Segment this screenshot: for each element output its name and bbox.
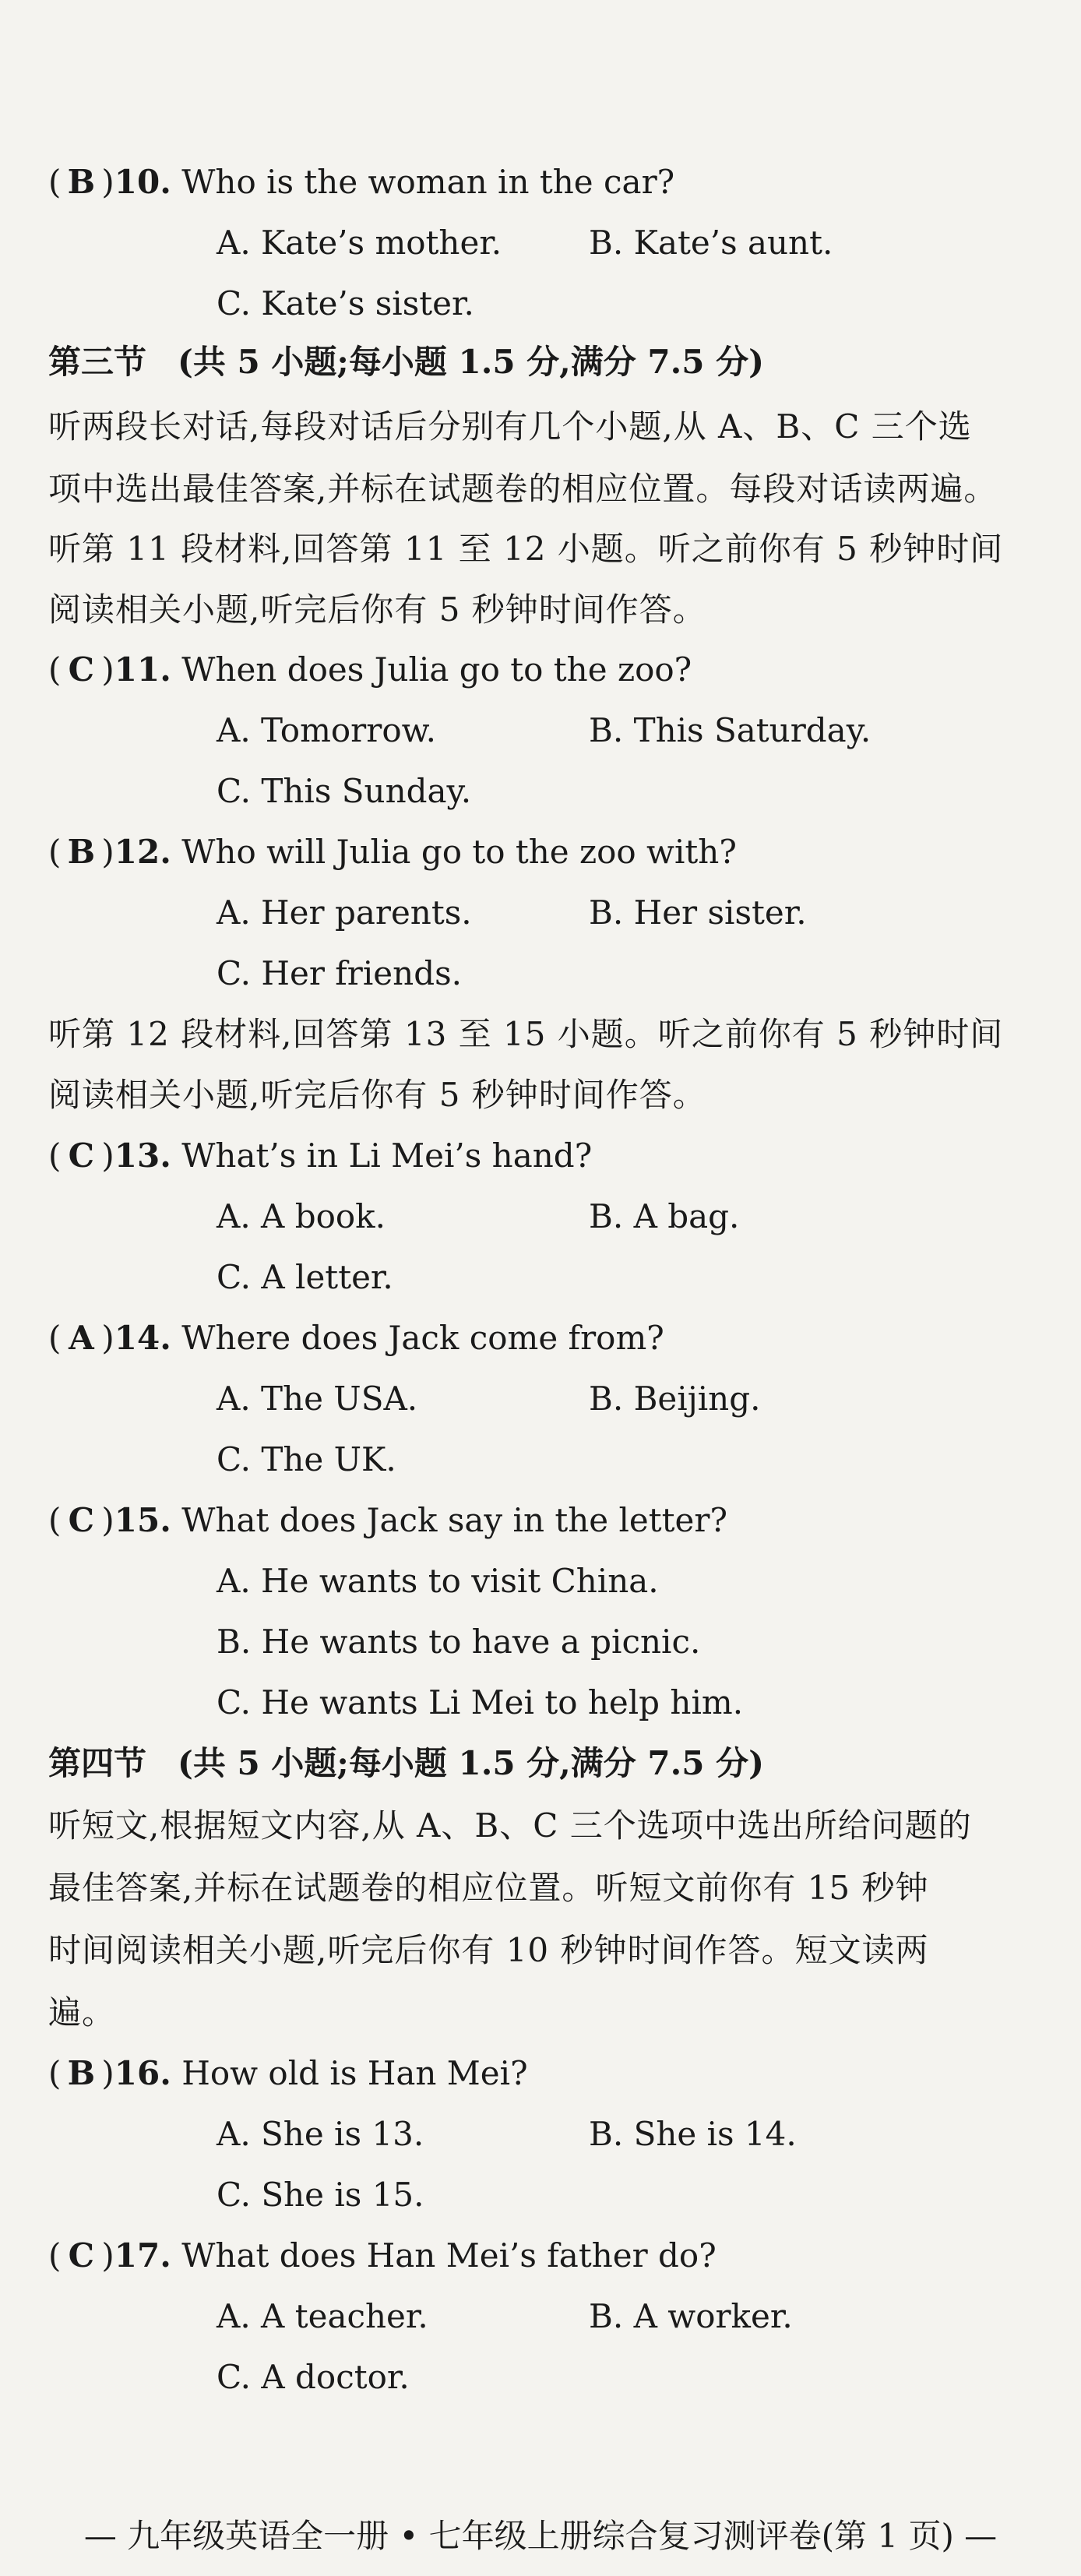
question-text: When does Julia go to the zoo? [181, 650, 692, 689]
option-a: A. He wants to visit China. [217, 1562, 659, 1600]
question-text: What does Han Mei’s father do? [181, 2236, 717, 2275]
option-a: A. She is 13. [217, 2115, 424, 2153]
option-b: B. She is 14. [589, 2115, 797, 2153]
option-b: B. Beijing. [589, 1380, 761, 1418]
option-b: B. He wants to have a picnic. [217, 1623, 701, 1661]
page-footer: — 九年级英语全一册 • 七年级上册综合复习测评卷(第 1 页) — [83, 2517, 998, 2555]
question-text: Who will Julia go to the zoo with? [181, 833, 737, 871]
question-15: ( C )15. What does Jack say in the letter? [48, 1499, 727, 1542]
answer-mark: C [68, 1501, 95, 1539]
question-number: 11. [114, 650, 171, 689]
question-number: 13. [114, 1136, 171, 1175]
material-1-instruction: 阅读相关小题,听完后你有 5 秒钟时间作答。 [48, 590, 706, 629]
answer-mark: C [68, 2236, 95, 2275]
option-c: C. He wants Li Mei to help him. [217, 1683, 744, 1721]
answer-mark: C [68, 650, 95, 689]
section-score: (共 5 小题;每小题 1.5 分,满分 7.5 分) [178, 343, 764, 381]
question-text: How old is Han Mei? [181, 2054, 528, 2092]
answer-mark: A [69, 1319, 94, 1357]
option-c: C. This Sunday. [217, 772, 472, 810]
question-14: ( A )14. Where does Jack come from? [48, 1316, 664, 1360]
question-number: 10. [114, 163, 171, 201]
section-4-intro-line: 时间阅读相关小题,听完后你有 10 秒钟时间作答。短文读两 [48, 1931, 929, 1969]
question-17: ( C )17. What does Han Mei’s father do? [48, 2234, 717, 2278]
option-b: B. Kate’s aunt. [589, 224, 833, 262]
question-10: ( B )10. Who is the woman in the car? [48, 160, 674, 204]
option-a: A. Her parents. [217, 893, 472, 932]
question-text: What’s in Li Mei’s hand? [181, 1136, 593, 1175]
section-4-intro-line: 听短文,根据短文内容,从 A、B、C 三个选项中选出所给问题的 [48, 1806, 972, 1845]
question-12: ( B )12. Who will Julia go to the zoo with? [48, 830, 737, 874]
question-number: 17. [114, 2236, 171, 2275]
section-4-intro-line: 最佳答案,并标在试题卷的相应位置。听短文前你有 15 秒钟 [48, 1869, 929, 1907]
option-a: A. Tomorrow. [217, 711, 436, 749]
answer-mark: B [67, 833, 96, 871]
option-a: A. The USA. [217, 1380, 418, 1418]
section-3-heading [48, 340, 764, 384]
question-16: ( B )16. How old is Han Mei? [48, 2052, 528, 2095]
option-c: C. Her friends. [217, 954, 462, 992]
section-score: (共 5 小题;每小题 1.5 分,满分 7.5 分) [178, 1744, 764, 1782]
option-a: A. Kate’s mother. [217, 224, 502, 262]
option-c: C. The UK. [217, 1440, 396, 1478]
material-2-instruction: 阅读相关小题,听完后你有 5 秒钟时间作答。 [48, 1076, 706, 1114]
option-a: A. A book. [217, 1197, 386, 1235]
question-13: ( C )13. What’s in Li Mei’s hand? [48, 1134, 592, 1178]
question-text: Who is the woman in the car? [181, 163, 675, 201]
option-c: C. A letter. [217, 1258, 393, 1296]
material-1-instruction: 听第 11 段材料,回答第 11 至 12 小题。听之前你有 5 秒钟时间 [48, 530, 1004, 568]
option-c: C. A doctor. [217, 2358, 410, 2396]
section-title: 第四节 [48, 1744, 147, 1782]
answer-mark: B [67, 2054, 96, 2092]
option-c: C. She is 15. [217, 2176, 424, 2214]
section-4-intro-line: 遍。 [48, 1993, 116, 2032]
section-4-heading [48, 1742, 764, 1785]
question-number: 12. [114, 833, 171, 871]
question-number: 16. [114, 2054, 171, 2092]
question-text: What does Jack say in the letter? [181, 1501, 727, 1539]
option-b: B. A worker. [589, 2297, 793, 2335]
question-number: 14. [114, 1319, 171, 1357]
section-3-intro-line: 项中选出最佳答案,并标在试题卷的相应位置。每段对话读两遍。 [48, 470, 998, 508]
option-b: B. Her sister. [589, 893, 807, 932]
question-11: ( C )11. When does Julia go to the zoo? [48, 648, 692, 692]
section-title: 第三节 [48, 343, 147, 381]
answer-mark: C [68, 1136, 95, 1175]
answer-mark: B [67, 163, 96, 201]
section-3-intro-line: 听两段长对话,每段对话后分别有几个小题,从 A、B、C 三个选 [48, 407, 972, 446]
option-c: C. Kate’s sister. [217, 284, 474, 322]
option-a: A. A teacher. [217, 2297, 428, 2335]
question-number: 15. [114, 1501, 171, 1539]
question-text: Where does Jack come from? [181, 1319, 664, 1357]
material-2-instruction: 听第 12 段材料,回答第 13 至 15 小题。听之前你有 5 秒钟时间 [48, 1015, 1004, 1053]
option-b: B. A bag. [589, 1197, 740, 1235]
option-b: B. This Saturday. [589, 711, 871, 749]
